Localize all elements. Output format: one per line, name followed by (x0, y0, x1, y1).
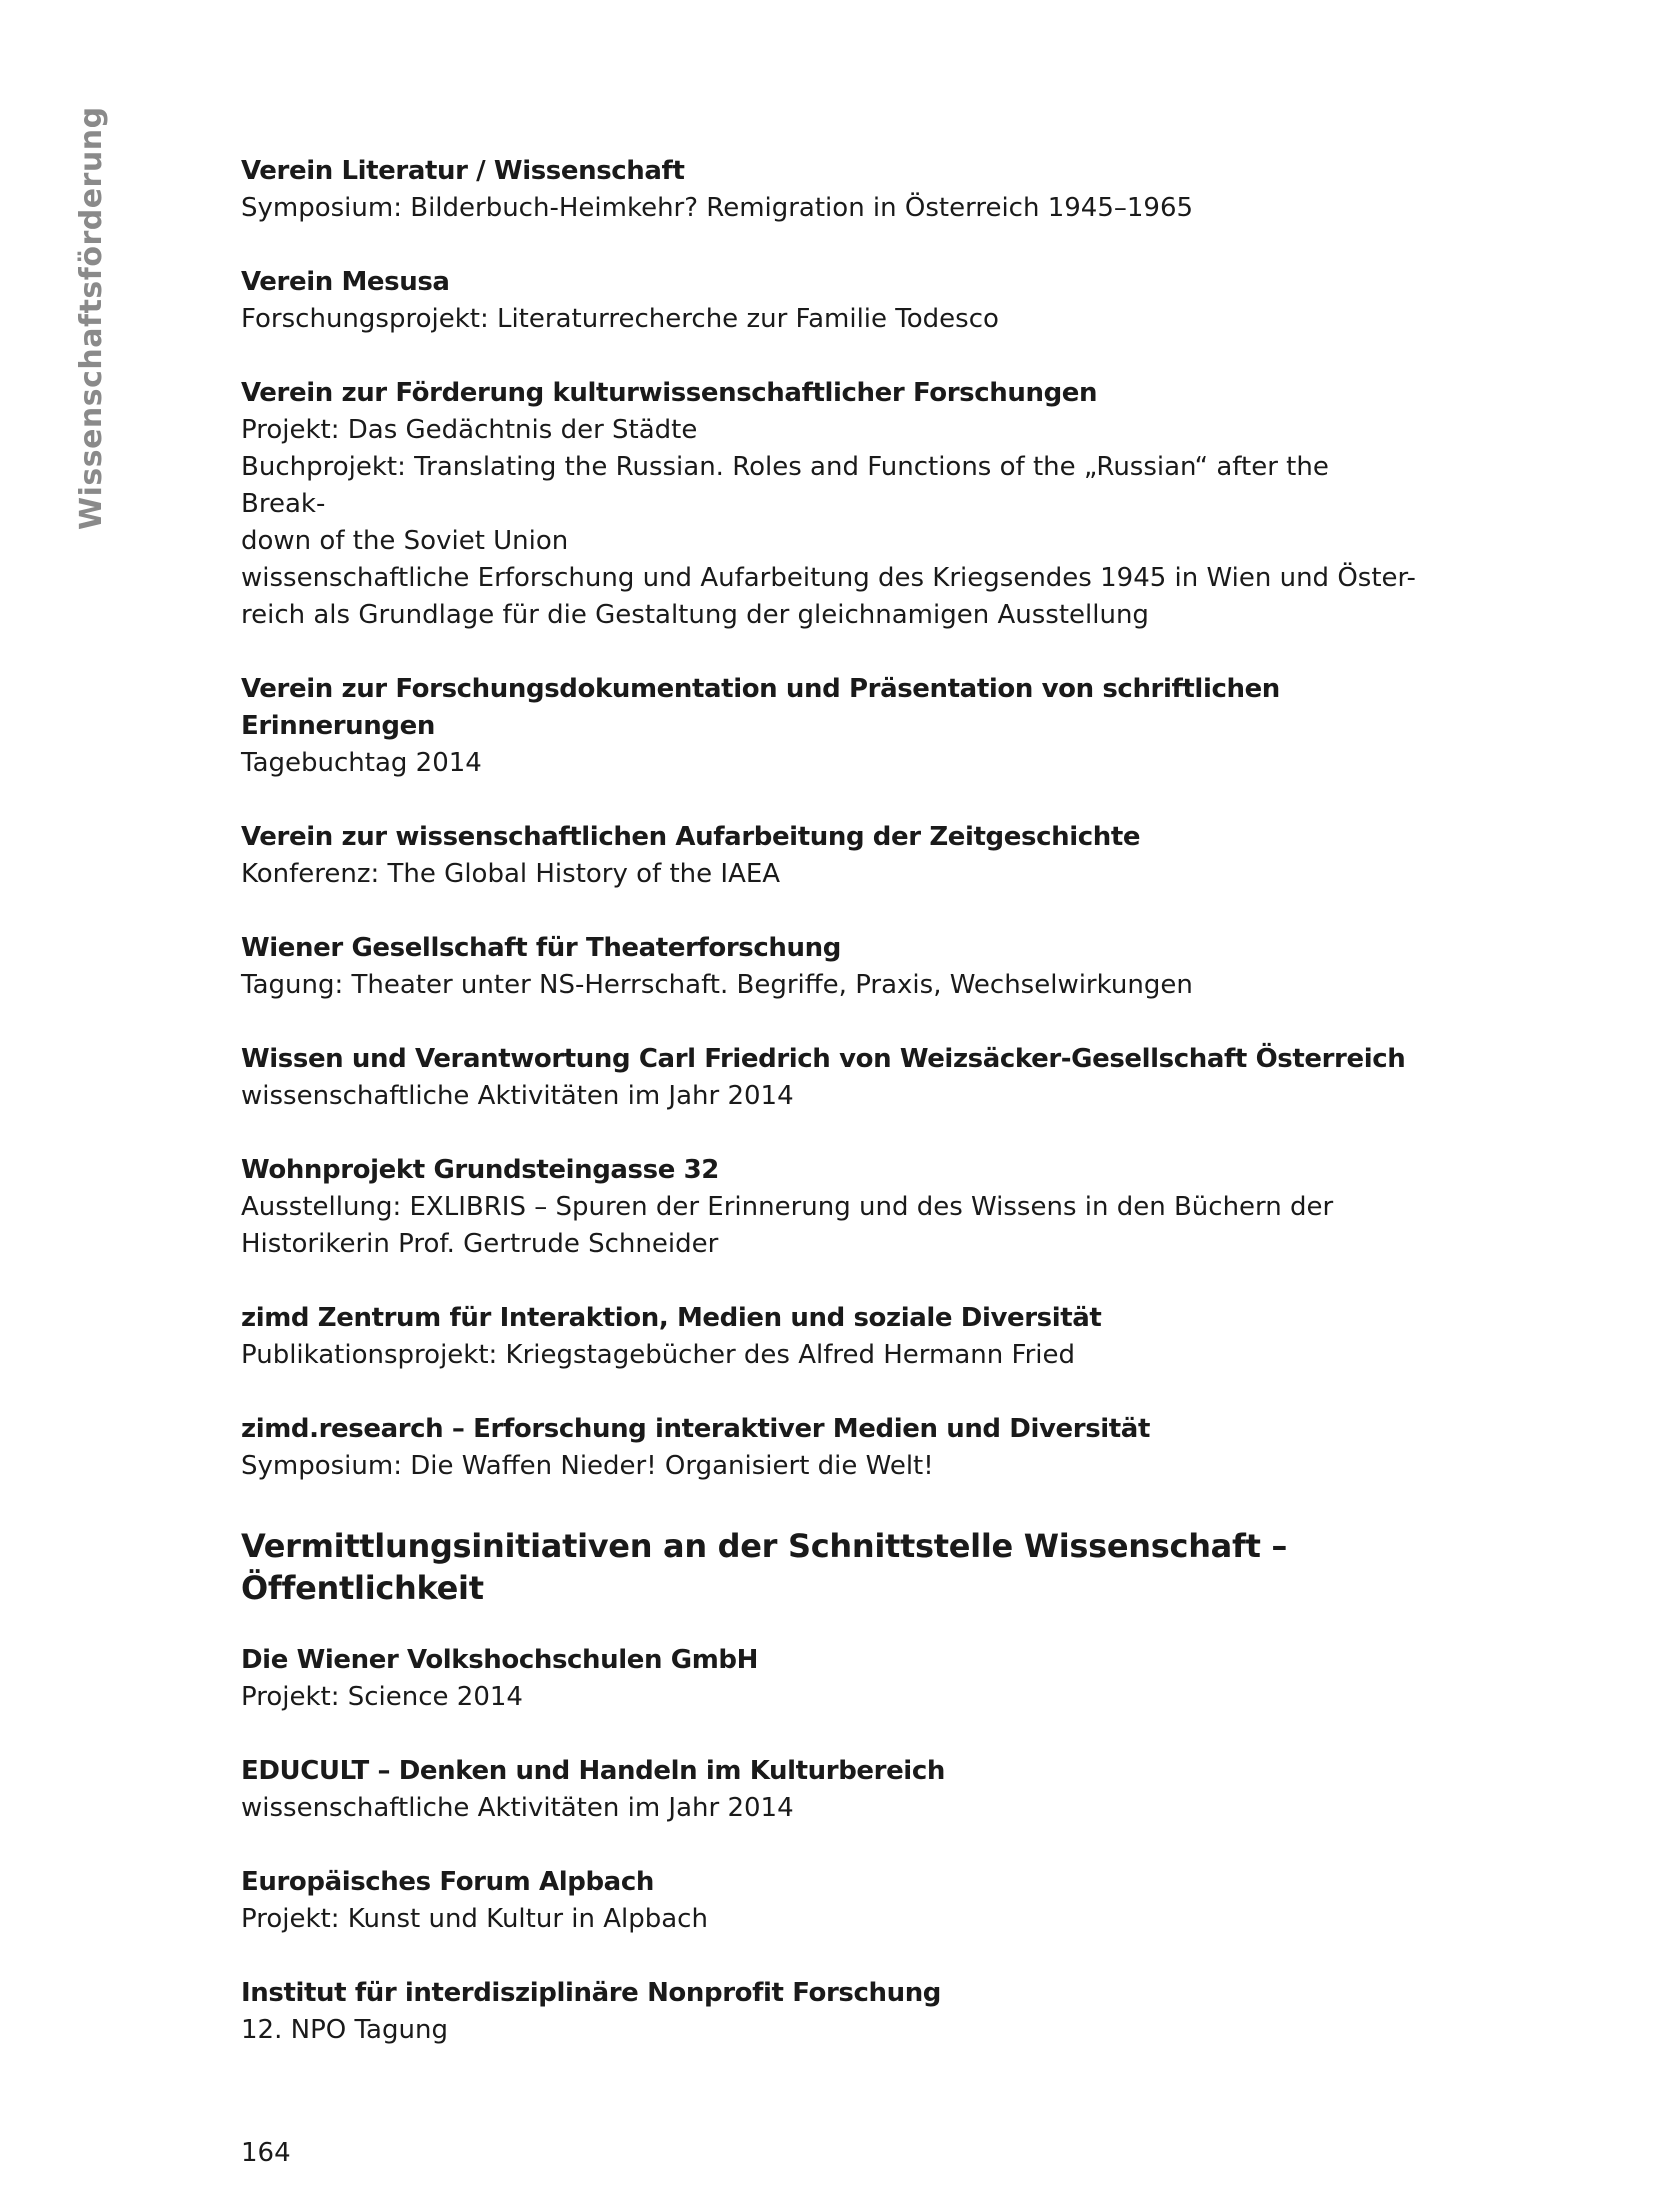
entry-title: zimd.research – Erforschung interaktiver Medien und Diversität (241, 1414, 1150, 1444)
entry-block (241, 930, 1421, 1004)
entry-block (241, 1753, 1421, 1827)
entry-title: Wiener Gesellschaft für Theaterforschung (241, 933, 841, 963)
entry-title: Wohnprojekt Grundsteingasse 32 (241, 1155, 719, 1185)
entry-title: Wissen und Verantwortung Carl Friedrich von Weizsäcker-Gesellschaft Österreich (241, 1044, 1406, 1074)
entry-title: Verein zur wissenschaftlichen Aufarbeitung der Zeitgeschichte (241, 822, 1141, 852)
entry-title: zimd Zentrum für Interaktion, Medien und soziale Diversität (241, 1303, 1102, 1333)
entry-block (241, 1411, 1421, 1485)
entries-list (241, 153, 1421, 1485)
entry-title: EDUCULT – Denken und Handeln im Kulturbereich (241, 1756, 945, 1786)
entry-description-line: Ausstellung: EXLIBRIS – Spuren der Erinnerung und des Wissens in den Büchern der (241, 1192, 1334, 1222)
entry-description-line: Tagebuchtag 2014 (241, 748, 482, 778)
entry-description-line: reich als Grundlage für die Gestaltung der gleichnamigen Ausstellung (241, 600, 1149, 630)
entry-title: Verein Literatur / Wissenschaft (241, 156, 685, 186)
section-heading: Vermittlungsinitiativen an der Schnittstelle Wissenschaft – Öffentlichkeit (241, 1527, 1288, 1607)
entry-block (241, 1041, 1421, 1115)
entry-title: Institut für interdisziplinäre Nonprofit Forschung (241, 1978, 942, 2008)
entry-block (241, 1975, 1421, 2049)
entry-block (241, 153, 1421, 227)
entry-description-line: Projekt: Kunst und Kultur in Alpbach (241, 1904, 708, 1934)
page-number: 164 (241, 2138, 291, 2168)
entry-description-line: Publikationsprojekt: Kriegstagebücher des Alfred Hermann Fried (241, 1340, 1075, 1370)
entry-description-line: Symposium: Die Waffen Nieder! Organisiert die Welt! (241, 1451, 934, 1481)
entry-description-line: down of the Soviet Union (241, 526, 569, 556)
entry-block (241, 1152, 1421, 1263)
entry-block (241, 1300, 1421, 1374)
entry-block (241, 819, 1421, 893)
entry-title: Verein Mesusa (241, 267, 450, 297)
entry-title: Verein zur Förderung kulturwissenschaftlicher Forschungen (241, 378, 1098, 408)
entry-description-line: Projekt: Das Gedächtnis der Städte (241, 415, 698, 445)
entry-block (241, 264, 1421, 338)
entry-description-line: wissenschaftliche Aktivitäten im Jahr 2014 (241, 1793, 794, 1823)
entry-title: Verein zur Forschungsdokumentation und Präsentation von schriftlichen Erinnerungen (241, 674, 1280, 741)
entry-description-line: Projekt: Science 2014 (241, 1682, 523, 1712)
entry-description-line: Forschungsprojekt: Literaturrecherche zur Familie Todesco (241, 304, 999, 334)
entry-block (241, 671, 1421, 782)
entry-description-line: 12. NPO Tagung (241, 2015, 448, 2045)
entry-title: Die Wiener Volkshochschulen GmbH (241, 1645, 758, 1675)
section-entries-list (241, 1642, 1421, 2049)
entry-description-line: Historikerin Prof. Gertrude Schneider (241, 1229, 719, 1259)
entry-description-line: Buchprojekt: Translating the Russian. Roles and Functions of the „Russian“ after the Break- (241, 452, 1329, 519)
entry-description-line: wissenschaftliche Aktivitäten im Jahr 2014 (241, 1081, 794, 1111)
entry-description-line: Konferenz: The Global History of the IAEA (241, 859, 781, 889)
entry-description-line: Symposium: Bilderbuch-Heimkehr? Remigration in Österreich 1945–1965 (241, 193, 1194, 223)
entry-block (241, 1642, 1421, 1716)
entry-title: Europäisches Forum Alpbach (241, 1867, 654, 1897)
entry-block (241, 1864, 1421, 1938)
side-section-label: Wissenschaftsförderung (74, 106, 109, 530)
page-content (241, 153, 1421, 2086)
entry-description-line: wissenschaftliche Erforschung und Aufarbeitung des Kriegsendes 1945 in Wien und Öster- (241, 563, 1416, 593)
entry-block (241, 375, 1421, 634)
entry-description-line: Tagung: Theater unter NS-Herrschaft. Begriffe, Praxis, Wechselwirkungen (241, 970, 1193, 1000)
